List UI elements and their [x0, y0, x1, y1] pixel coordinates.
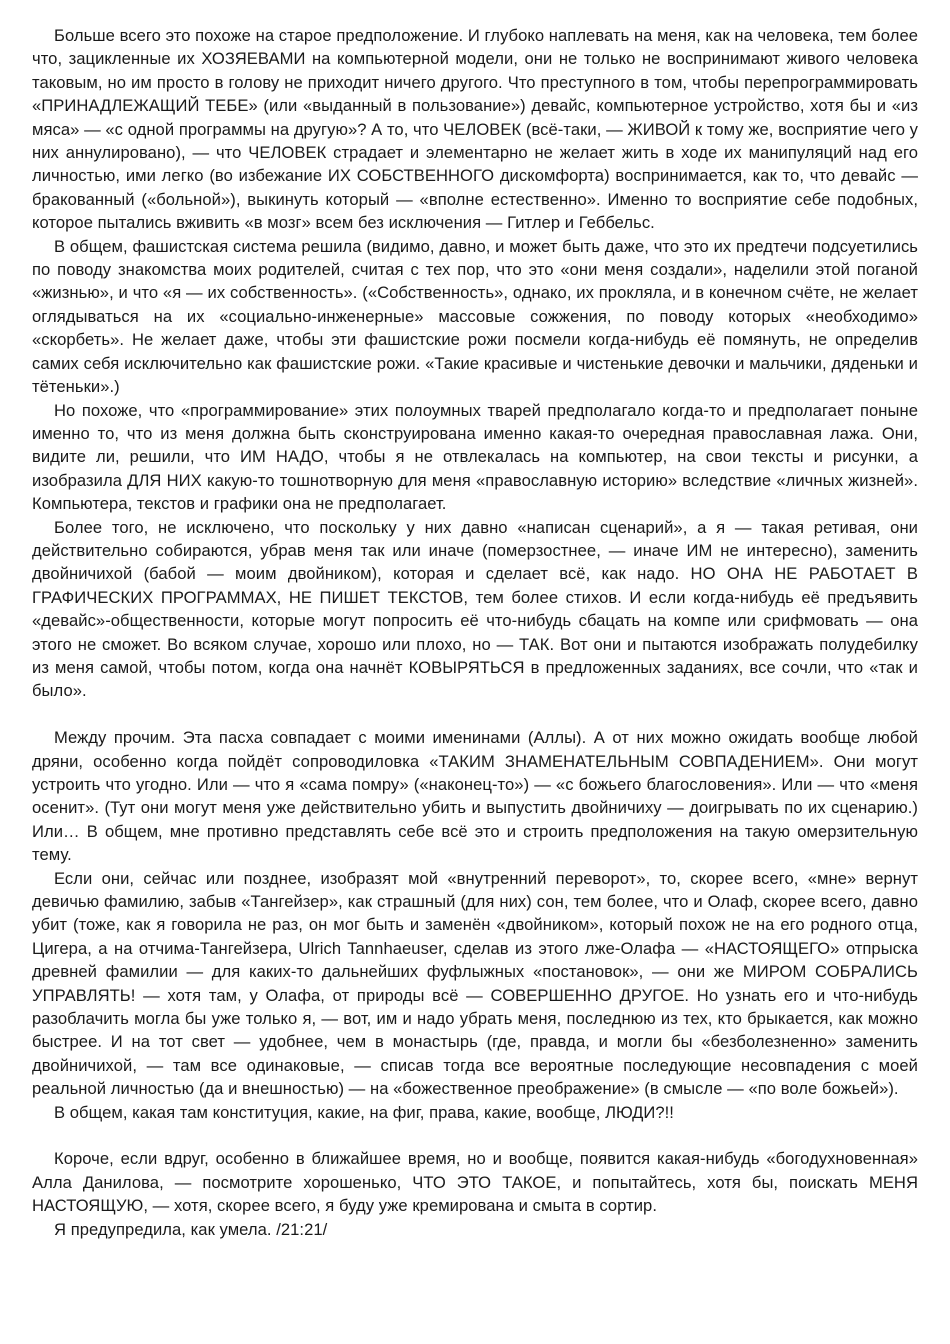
paragraph-1: Больше всего это похоже на старое предположение. И глубоко наплевать на меня, как на человека, тем более что, зацикленные их ХОЗЯЕВАМИ на компьютерной модели, они не только не воспринимают живого человека таковым, но им просто в голову не приходит ничего другого. Что преступного в том, чтобы перепрограммировать «ПРИНАДЛЕЖАЩИЙ ТЕБЕ» (или «выданный в пользование») девайс, компьютерное устройство, хотя бы и «из мяса» — «с одной программы на другую»? А то, что ЧЕЛОВЕК (всё-таки, — ЖИВОЙ к тому же, восприятие чего у них аннулировано), — что ЧЕЛОВЕК страдает и элементарно не желает жить в ходе их манипуляций над его личностью, ими легко (во избежание ИХ СОБСТВЕННОГО дискомфорта) воспринимается, как то, что девайс — бракованный («больной»), выкинуть который — «вполне естественно». Именно то восприятие себе подобных, которое пытались вживить «в мозг» всем без исключения — Гитлер и Геббельс. — [32, 26, 918, 233]
paragraph-5: Между прочим. Эта пасха совпадает с моими именинами (Аллы). А от них можно ожидать вообще любой дряни, особенно когда пойдёт сопроводиловка «ТАКИМ ЗНАМЕНАТЕЛЬНЫМ СОВПАДЕНИЕМ». Они могут устроить что угодно. Или — что я «сама помру» («наконец-то») — «с божьего благословения». Или — что «меня осенит». (Тут они могут меня уже действительно убить и выпустить двойничиху — доигрывать по их сценарию.) Или… В общем, мне противно представлять себе всё это и строить предположения на такую омерзительную тему. — [32, 728, 918, 865]
paragraph-9: Я предупредила, как умела. /21:21/ — [54, 1219, 328, 1239]
blank-line — [32, 1124, 918, 1147]
paragraph-6: Если они, сейчас или позднее, изобразят мой «внутренний переворот», то, скорее всего, «мне» вернут девичью фамилию, забыв «Тангейзер», как страшный (для них) сон, тем более, что и Олаф, скорее всего, давно убит (тоже, как я говорила не раз, он мог быть и заменён «двойником», который похож не на его родного отца, Цигера, а на отчима-Тангейзера, Ulrich Tannhaeuser, сделав из этого лже-Олафа — «НАСТОЯЩЕГО» отпрыска древней фамилии — для каких-то дальнейших фуфлыжных «постановок», — они же МИРОМ СОБРАЛИСЬ УПРАВЛЯТЬ! — хотя там, у Олафа, от природы всё — СОВЕРШЕННО ДРУГОЕ. Но узнать его и что-нибудь разоблачить могла бы уже только я, — вот, им и надо убрать меня, последнюю из тех, кто брыкается, как можно быстрее. И на тот свет — удобнее, чем в монастырь (где, правда, и могли бы «безболезненно» заменить двойничихой, — там все одинаковые, — списав тогда все вероятные последующие несовпадения с моей реальной личностью (да и внешностью) — на «божественное преображение» (в смысле — «по воле божьей»). — [32, 868, 918, 1099]
paragraph-2: В общем, фашистская система решила (видимо, давно, и может быть даже, что это их предтечи подсуетились по поводу знакомства моих родителей, считая с тех пор, что это «они меня создали», наделили этой поганой «жизнью», и что «я — их собственность». («Собственность», однако, их прокляла, и в конечном счёте, не желает оглядываться на их «социально-инженерные» массовые сожжения, по поводу которых «необходимо» «скорбеть». Не желает даже, чтобы эти фашистские рожи посмели когда-нибудь её помянуть, не определив самих себя исключительно как фашистские рожи. «Такие красивые и чистенькие девочки и мальчики, дяденьки и тётеньки».) — [32, 236, 918, 397]
blank-line — [32, 703, 918, 726]
paragraph-3: Но похоже, что «программирование» этих полоумных тварей предполагало когда-то и предполагает поныне именно то, что из меня должна быть сконструирована именно какая-то очередная православная лажа. Они, видите ли, решили, что ИМ НАДО, чтобы я не отвлекалась на компьютер, на свои тексты и рисунки, а изобразила ДЛЯ НИХ какую-то тошнотворную для меня «православную историю» вследствие «личных жизней». Компьютера, текстов и графики она не предполагает. — [32, 400, 918, 514]
paragraph-7: В общем, какая там конституция, какие, на фиг, права, какие, вообще, ЛЮДИ?!! — [54, 1102, 674, 1122]
paragraph-4: Более того, не исключено, что поскольку у них давно «написан сценарий», а я — такая ретивая, они действительно собираются, убрав меня так или иначе (померзостнее, — иначе ИМ не интересно), заменить двойничихой (бабой — моим двойником), которая и сделает всё, как надо. НО ОНА НЕ РАБОТАЕТ В ГРАФИЧЕСКИХ ПРОГРАММАХ, НЕ ПИШЕТ ТЕКСТОВ, тем более стихов. И если когда-нибудь её предъявить «девайс»-общественности, которые могут попросить её что-нибудь сбацать на компе или срифмовать — она этого не сможет. Во всяком случае, хорошо или плохо, но — ТАК. Вот они и пытаются изображать полудебилку из меня самой, чтобы потом, когда она начнёт КОВЫРЯТЬСЯ в предложенных заданиях, все сочли, что «так и было». — [32, 517, 918, 701]
paragraph-8: Короче, если вдруг, особенно в ближайшее время, но и вообще, появится какая-нибудь «богодухновенная» Алла Данилова, — посмотрите хорошенько, ЧТО ЭТО ТАКОЕ, и попытайтесь, хотя бы, поискать МЕНЯ НАСТОЯЩУЮ, — хотя, скорее всего, я буду уже кремирована и смыта в сортир. — [32, 1149, 918, 1216]
